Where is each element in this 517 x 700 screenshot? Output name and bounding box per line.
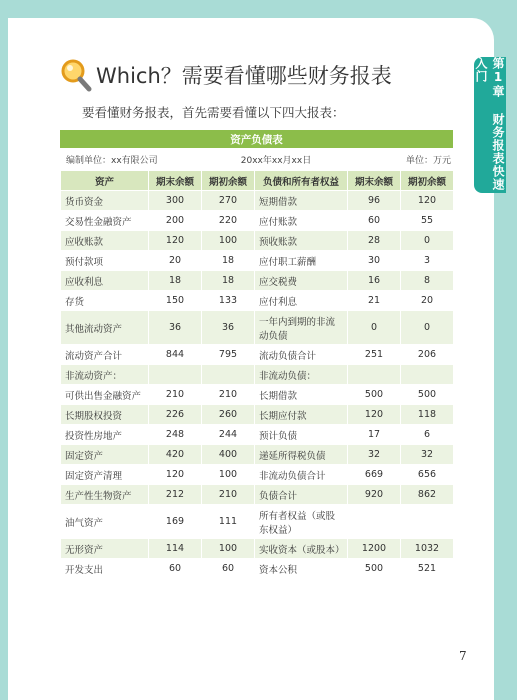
amount-cell: 20 bbox=[401, 291, 454, 311]
table-title: 资产负债表 bbox=[60, 130, 453, 148]
table-header-row bbox=[61, 171, 454, 191]
amount-cell: 120 bbox=[149, 465, 202, 485]
amount-cell: 120 bbox=[149, 231, 202, 251]
table-meta bbox=[60, 148, 453, 170]
unit-label: 编制单位：xx有限公司 bbox=[66, 155, 158, 166]
amount-cell: 212 bbox=[149, 485, 202, 505]
amount-cell: 862 bbox=[401, 485, 454, 505]
column-header: 资产 bbox=[61, 171, 149, 191]
amount-cell: 111 bbox=[202, 505, 255, 539]
item-name-cell: 预收账款 bbox=[255, 231, 348, 251]
item-name-cell: 存货 bbox=[61, 291, 149, 311]
balance-sheet bbox=[60, 130, 453, 579]
amount-cell: 248 bbox=[149, 425, 202, 445]
table-row bbox=[61, 251, 454, 271]
amount-cell: 420 bbox=[149, 445, 202, 465]
amount-cell: 0 bbox=[401, 231, 454, 251]
amount-cell: 500 bbox=[348, 385, 401, 405]
item-name-cell: 投资性房地产 bbox=[61, 425, 149, 445]
item-name-cell: 长期股权投资 bbox=[61, 405, 149, 425]
heading-text: Which？需要看懂哪些财务报表 bbox=[96, 64, 392, 88]
section-heading bbox=[60, 55, 392, 95]
item-name-cell: 货币资金 bbox=[61, 191, 149, 211]
amount-cell: 6 bbox=[401, 425, 454, 445]
item-name-cell: 应收利息 bbox=[61, 271, 149, 291]
amount-cell: 18 bbox=[202, 271, 255, 291]
item-name-cell: 资本公积 bbox=[255, 559, 348, 579]
amount-cell: 3 bbox=[401, 251, 454, 271]
amount-cell: 114 bbox=[149, 539, 202, 559]
amount-cell: 200 bbox=[149, 211, 202, 231]
table-row bbox=[61, 365, 454, 385]
amount-cell: 210 bbox=[202, 385, 255, 405]
amount-cell bbox=[401, 505, 454, 539]
table-row bbox=[61, 405, 454, 425]
amount-cell: 96 bbox=[348, 191, 401, 211]
amount-cell bbox=[348, 505, 401, 539]
item-name-cell: 所有者权益（或股东权益） bbox=[255, 505, 348, 539]
amount-cell: 100 bbox=[202, 539, 255, 559]
amount-cell: 17 bbox=[348, 425, 401, 445]
item-name-cell: 应付账款 bbox=[255, 211, 348, 231]
amount-cell: 226 bbox=[149, 405, 202, 425]
amount-cell: 300 bbox=[149, 191, 202, 211]
amount-cell: 55 bbox=[401, 211, 454, 231]
amount-cell: 0 bbox=[401, 311, 454, 345]
item-name-cell: 可供出售金融资产 bbox=[61, 385, 149, 405]
item-name-cell: 应收账款 bbox=[61, 231, 149, 251]
table-row bbox=[61, 291, 454, 311]
table-row bbox=[61, 211, 454, 231]
amount-cell: 270 bbox=[202, 191, 255, 211]
amount-cell: 36 bbox=[149, 311, 202, 345]
item-name-cell: 开发支出 bbox=[61, 559, 149, 579]
amount-cell: 220 bbox=[202, 211, 255, 231]
magnifier-icon bbox=[60, 58, 92, 92]
amount-cell: 36 bbox=[202, 311, 255, 345]
amount-cell: 400 bbox=[202, 445, 255, 465]
item-name-cell: 流动负债合计 bbox=[255, 345, 348, 365]
item-name-cell: 油气资产 bbox=[61, 505, 149, 539]
page-number: 7 bbox=[459, 649, 467, 663]
amount-cell: 1200 bbox=[348, 539, 401, 559]
amount-cell: 133 bbox=[202, 291, 255, 311]
column-header: 期末余额 bbox=[348, 171, 401, 191]
table-row bbox=[61, 345, 454, 365]
amount-cell: 260 bbox=[202, 405, 255, 425]
amount-cell: 60 bbox=[348, 211, 401, 231]
amount-cell: 28 bbox=[348, 231, 401, 251]
amount-cell: 210 bbox=[149, 385, 202, 405]
table-row bbox=[61, 191, 454, 211]
amount-cell: 8 bbox=[401, 271, 454, 291]
item-name-cell: 应交税费 bbox=[255, 271, 348, 291]
amount-cell: 100 bbox=[202, 231, 255, 251]
amount-cell bbox=[202, 365, 255, 385]
table-row bbox=[61, 559, 454, 579]
table-row bbox=[61, 505, 454, 539]
amount-cell bbox=[401, 365, 454, 385]
amount-cell: 120 bbox=[348, 405, 401, 425]
table-row bbox=[61, 385, 454, 405]
column-header: 期末余额 bbox=[149, 171, 202, 191]
amount-cell: 169 bbox=[149, 505, 202, 539]
amount-cell: 32 bbox=[401, 445, 454, 465]
table-row bbox=[61, 231, 454, 251]
amount-cell: 21 bbox=[348, 291, 401, 311]
item-name-cell: 非流动负债合计 bbox=[255, 465, 348, 485]
amount-cell: 0 bbox=[348, 311, 401, 345]
amount-cell: 30 bbox=[348, 251, 401, 271]
item-name-cell: 固定资产 bbox=[61, 445, 149, 465]
amount-cell: 920 bbox=[348, 485, 401, 505]
amount-cell: 844 bbox=[149, 345, 202, 365]
amount-cell: 500 bbox=[348, 559, 401, 579]
amount-cell: 244 bbox=[202, 425, 255, 445]
table-row bbox=[61, 271, 454, 291]
amount-cell: 150 bbox=[149, 291, 202, 311]
table-row bbox=[61, 311, 454, 345]
amount-cell: 100 bbox=[202, 465, 255, 485]
item-name-cell: 应付职工薪酬 bbox=[255, 251, 348, 271]
amount-cell: 118 bbox=[401, 405, 454, 425]
item-name-cell: 交易性金融资产 bbox=[61, 211, 149, 231]
item-name-cell: 长期应付款 bbox=[255, 405, 348, 425]
table-row bbox=[61, 425, 454, 445]
amount-cell bbox=[149, 365, 202, 385]
amount-cell: 120 bbox=[401, 191, 454, 211]
chapter-tab: 第1章 财务报表快速入门 bbox=[474, 57, 505, 191]
item-name-cell: 非流动负债： bbox=[255, 365, 348, 385]
amount-cell: 60 bbox=[149, 559, 202, 579]
balance-table bbox=[60, 170, 454, 579]
item-name-cell: 递延所得税负债 bbox=[255, 445, 348, 465]
amount-cell: 669 bbox=[348, 465, 401, 485]
amount-cell: 251 bbox=[348, 345, 401, 365]
amount-cell: 20 bbox=[149, 251, 202, 271]
amount-cell: 16 bbox=[348, 271, 401, 291]
item-name-cell: 无形资产 bbox=[61, 539, 149, 559]
column-header: 期初余额 bbox=[202, 171, 255, 191]
table-row bbox=[61, 539, 454, 559]
amount-cell: 795 bbox=[202, 345, 255, 365]
table-row bbox=[61, 485, 454, 505]
amount-cell: 210 bbox=[202, 485, 255, 505]
amount-cell: 18 bbox=[149, 271, 202, 291]
item-name-cell: 实收资本（或股本） bbox=[255, 539, 348, 559]
column-header: 期初余额 bbox=[401, 171, 454, 191]
item-name-cell: 负债合计 bbox=[255, 485, 348, 505]
amount-cell: 206 bbox=[401, 345, 454, 365]
intro-text: 要看懂财务报表，首先需要看懂以下四大报表： bbox=[82, 105, 345, 120]
item-name-cell: 短期借款 bbox=[255, 191, 348, 211]
item-name-cell: 预计负债 bbox=[255, 425, 348, 445]
item-name-cell: 其他流动资产 bbox=[61, 311, 149, 345]
item-name-cell: 一年内到期的非流动负债 bbox=[255, 311, 348, 345]
item-name-cell: 应付利息 bbox=[255, 291, 348, 311]
date-label: 20xx年xx月xx日 bbox=[240, 155, 312, 166]
amount-cell: 656 bbox=[401, 465, 454, 485]
amount-cell: 500 bbox=[401, 385, 454, 405]
amount-cell: 18 bbox=[202, 251, 255, 271]
amount-cell: 60 bbox=[202, 559, 255, 579]
item-name-cell: 预付款项 bbox=[61, 251, 149, 271]
amount-cell: 1032 bbox=[401, 539, 454, 559]
item-name-cell: 流动资产合计 bbox=[61, 345, 149, 365]
amount-cell bbox=[348, 365, 401, 385]
item-name-cell: 非流动资产： bbox=[61, 365, 149, 385]
item-name-cell: 长期借款 bbox=[255, 385, 348, 405]
currency-label: 单位：万元 bbox=[405, 155, 451, 166]
column-header: 负债和所有者权益 bbox=[255, 171, 348, 191]
amount-cell: 32 bbox=[348, 445, 401, 465]
table-row bbox=[61, 445, 454, 465]
item-name-cell: 固定资产清理 bbox=[61, 465, 149, 485]
item-name-cell: 生产性生物资产 bbox=[61, 485, 149, 505]
amount-cell: 521 bbox=[401, 559, 454, 579]
table-row bbox=[61, 465, 454, 485]
